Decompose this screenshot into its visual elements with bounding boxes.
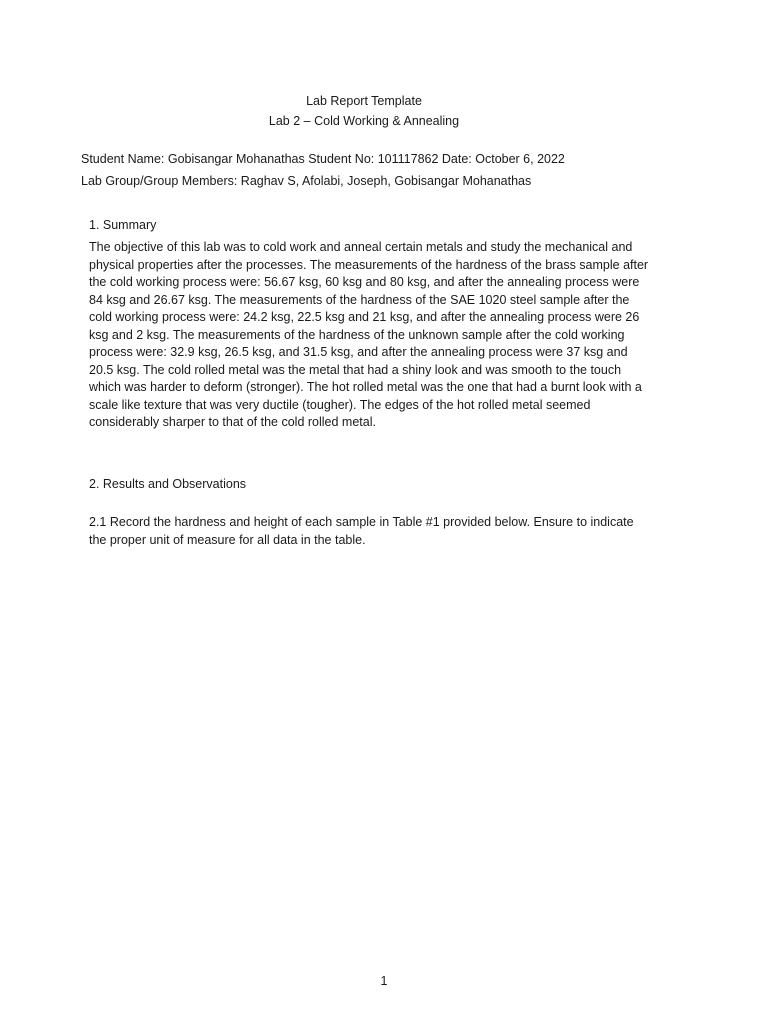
summary-heading: 1. Summary — [89, 218, 157, 232]
results-instruction-paragraph: 2.1 Record the hardness and height of each sample in Table #1 provided below. Ensure to indicate the proper unit of measure for all data in the table. — [89, 515, 634, 547]
page-number: 1 — [380, 974, 388, 988]
group-members-line: Lab Group/Group Members: Raghav S, Afolabi, Joseph, Gobisangar Mohanathas — [81, 174, 532, 188]
document-title: Lab Report Template — [306, 94, 422, 108]
results-heading: 2. Results and Observations — [89, 477, 247, 491]
document-subtitle: Lab 2 – Cold Working & Annealing — [268, 114, 460, 128]
student-info-line: Student Name: Gobisangar Mohanathas Student No: 101117862 Date: October 6, 2022 — [81, 152, 565, 166]
summary-paragraph: The objective of this lab was to cold work and anneal certain metals and study the mechanical and physical properties after the processes. The measurements of the hardness of the brass sample after the cold working process were: 56.67 ksg, 60 ksg and 80 ksg, and after the annealing process were 84 ksg and 26.67 ksg. The measurements of the hardness of the SAE 1020 steel sample after the cold working process were: 24.2 ksg, 22.5 ksg and 21 ksg, and after the annealing process were 26 ksg and 2 ksg. The measurements of the hardness of the unknown sample after the cold working process were: 32.9 ksg, 26.5 ksg, and 31.5 ksg, and after the annealing process were 37 ksg and 20.5 ksg. The cold rolled metal was the metal that had a shiny look and was smooth to the touch which was harder to deform (stronger). The hot rolled metal was the one that had a burnt look with a scale like texture that was very ductile (tougher). The edges of the hot rolled metal seemed considerably sharper to that of the cold rolled metal. — [89, 240, 649, 429]
